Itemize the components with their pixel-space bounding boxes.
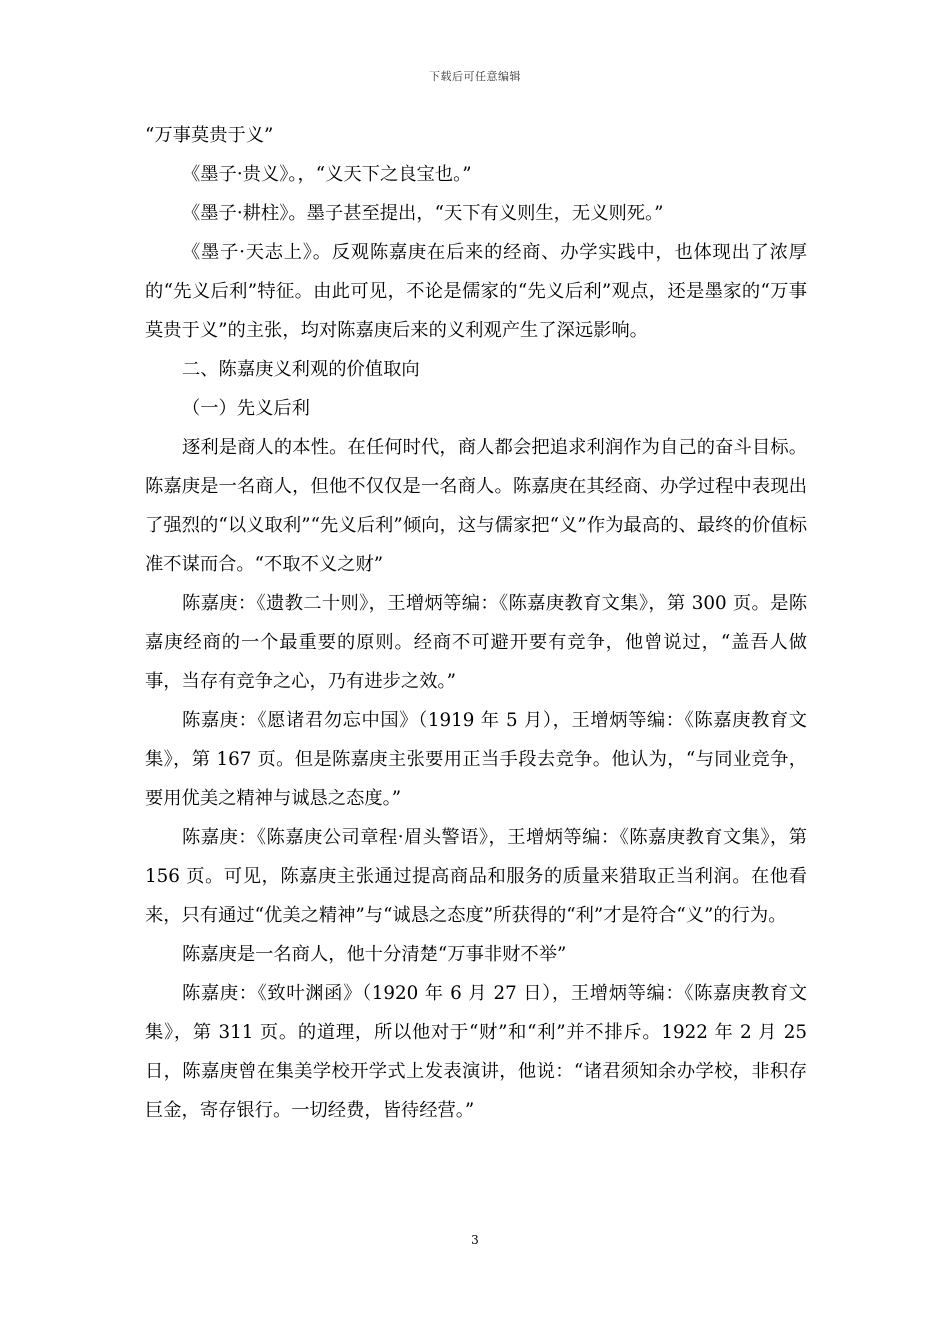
paragraph: 陈嘉庚：《愿诸君勿忘中国》（1919 年 5 月），王增炳等编：《陈嘉庚教育文集》，第 167 页。但是陈嘉庚主张要用正当手段去竞争。他认为，“与同业竞争，要用优美之精神与诚恳之态度。” xyxy=(145,710,807,809)
paragraph: 陈嘉庚：《陈嘉庚公司章程·眉头警语》，王增炳等编：《陈嘉庚教育文集》，第 156 页。可见，陈嘉庚主张通过提高商品和服务的质量来猎取正当利润。在他看来，只有通过“优美之精神”与“诚恳之态度”所获得的“利”才是符合“义”的行为。 xyxy=(145,827,807,926)
subsection-heading: （一）先义后利 xyxy=(182,398,310,419)
page-number: 3 xyxy=(471,1233,479,1247)
paragraph: 陈嘉庚是一名商人，他十分清楚“万事非财不举” xyxy=(182,944,567,965)
paragraph: “万事莫贵于义” xyxy=(145,125,274,146)
document-body xyxy=(145,116,807,1130)
page-header: 下载后可任意编辑 xyxy=(429,70,521,83)
paragraph: 《墨子·耕柱》。墨子甚至提出，“天下有义则生，无义则死。” xyxy=(182,203,664,224)
paragraph: 逐利是商人的本性。在任何时代，商人都会把追求利润作为自己的奋斗目标。陈嘉庚是一名商人，但他不仅仅是一名商人。陈嘉庚在其经商、办学过程中表现出了强烈的“以义取利”“先义后利”倾向，这与儒家把“义”作为最高的、最终的价值标准不谋而合。“不取不义之财” xyxy=(145,437,807,575)
section-heading: 二、陈嘉庚义利观的价值取向 xyxy=(182,359,420,380)
paragraph: 陈嘉庚：《遗教二十则》，王增炳等编：《陈嘉庚教育文集》，第 300 页。是陈嘉庚经商的一个最重要的原则。经商不可避开要有竞争，他曾说过，“盖吾人做事，当存有竞争之心，乃有进步之效。” xyxy=(145,593,807,692)
paragraph: 《墨子·贵义》。，“义天下之良宝也。” xyxy=(182,164,472,185)
paragraph: 陈嘉庚：《致叶渊函》（1920 年 6 月 27 日），王增炳等编：《陈嘉庚教育文集》，第 311 页。的道理，所以他对于“财”和“利”并不排斥。1922 年 2 月 25 日，陈嘉庚曾在集美学校开学式上发表演讲，他说：“诸君须知余办学校，非积存巨金，寄存银行。一切经费，皆待经营。” xyxy=(145,983,807,1121)
paragraph: 《墨子·天志上》。反观陈嘉庚在后来的经商、办学实践中，也体现出了浓厚的“先义后利”特征。由此可见，不论是儒家的“先义后利”观点，还是墨家的“万事莫贵于义”的主张，均对陈嘉庚后来的义利观产生了深远影响。 xyxy=(145,242,807,341)
